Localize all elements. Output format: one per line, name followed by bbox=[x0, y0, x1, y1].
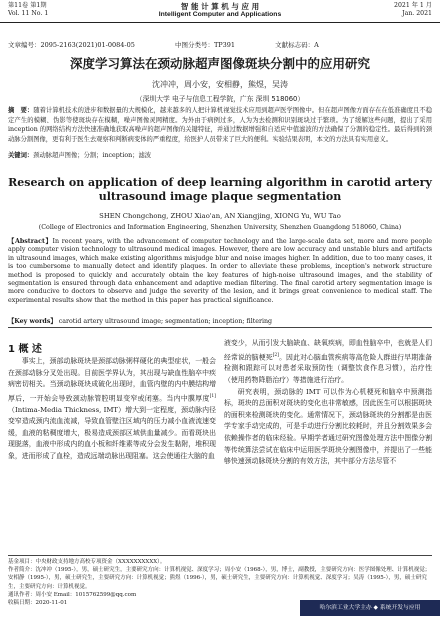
article-number: 文章编号：2095-2163(2021)01-0084-05 bbox=[8, 41, 135, 49]
date-en: Jan. 2021 bbox=[402, 10, 432, 17]
fund-note: 基金项目：中央财政支持地方高校专项资金（XXXXXXXXXX）。 bbox=[8, 559, 166, 565]
paragraph-text: 研究表明，颈动脉的 IMT 可以作为心机梗死和脑卒中预测指标，斑块的总面积对斑块的变化也非常敏感，因此医生可以根据斑块的面积来检测斑块的变化。通常情况下，颈动脉斑块的分割都是由医学专家手动完成的，可是手动进行分割比较耗时，并且分割效果多会依赖操作者的临床经验。早期学者通过研究图像处理方法中图像分割等传统算法尝试在临床中运用医学斑块分割图像中，并提出了一些能够快速颈动脉斑块分割的有效方法，其中部分方法尽管不 bbox=[224, 387, 432, 466]
keywords-en-text: carotid artery ultrasound image; segmentation; inception; filtering bbox=[58, 318, 273, 325]
affiliation-cn: （深圳大学 电子与信息工程学院，广东 深圳 518060） bbox=[135, 95, 305, 103]
page-header bbox=[0, 0, 440, 23]
abstract-cn bbox=[8, 106, 432, 144]
authors-cn: 沈冲冲，周小安，安相静，熊煜，吴涛 bbox=[152, 80, 288, 89]
journal-name-en: Intelligent Computer and Applications bbox=[158, 11, 282, 18]
article-meta bbox=[8, 40, 432, 49]
abstract-en-text: In recent years, with the advancement of computer technology and the large-scale data set, more and more people apply computer vision technology to ultrasound medical images. However, there are low accuracy and unstable blurs and artifacts in ultrasound images, which make existing algorithms misjudge blur and noise images higher. In addition, due to too many cases, it is too cumbersome to manually detect and identify plaques. In order to alleviate these problems, inception's network structure method is proposed to quickly and accurately obtain the key features of high-noise ultrasound images, and the stability of segmentation is ensured through data enhancement and adaptive median filtering. The final carotid artery segmentation image is more conducive to doctors to observe and judge the severity of the lesion, and it brings great convenience to medical staff. The experimental results show that the method in this paper has practical significance. bbox=[8, 238, 432, 304]
divider bbox=[8, 327, 432, 328]
title-cn: 深度学习算法在颈动脉超声图像斑块分割中的应用研究 bbox=[69, 56, 370, 71]
keywords-cn-text: 颈动脉超声图像；分割；inception；滤波 bbox=[33, 152, 152, 159]
body-column-right bbox=[224, 338, 432, 468]
keywords-cn-label: 关键词： bbox=[8, 152, 34, 159]
keywords-en-label: 【Key words】 bbox=[8, 318, 57, 325]
received-date: 收稿日期：2020-11-01 bbox=[8, 600, 68, 607]
abstract-cn-label: 摘 要： bbox=[8, 107, 34, 114]
clc-number: 中图分类号：TP391 bbox=[174, 41, 236, 49]
citation: [2] bbox=[272, 352, 280, 358]
abstract-en bbox=[8, 238, 432, 305]
keywords-en bbox=[8, 316, 432, 325]
title-en: Research on application of deep learning algorithm in carotid artery ultrasound image plaque segmentation bbox=[8, 176, 432, 203]
paragraph bbox=[8, 356, 216, 463]
doc-code: 文献标志码：A bbox=[275, 41, 319, 49]
paragraph-text: （Intima-Media Thickness, IMT）增大到一定程度，颈动脉内径变窄造成颈内流血流减，导致血管壁注区域内的压力减小血液流速变缓，血液的粘稠度增大，极易造成颈部区域供血量减少。而看斑块出现脱落，血液中形成内的血小板和纤维素等成分会发生黏附，堆积现象，进而形成了血栓，造成远端动脉出现阻塞。这会使通往大脑的血 bbox=[8, 405, 216, 461]
section-heading: 1 概 述 bbox=[8, 344, 42, 355]
corresponding-author: 通讯作者：周小安 Email：1015762599@qq.com bbox=[8, 591, 137, 598]
affiliation-en: (College of Electronics and Information Engineering, Shenzhen University, Shenzhen Guangdong 518060, China) bbox=[38, 224, 402, 231]
abstract-cn-text: 随着计算机技术的进步和数据量的大规模化，越来越多的人把计算机视觉技术应用到超声医学图像中。但在超声图像方面存在在低准确度且不稳定产生的模糊、伪影等使斑块存在模糊，噪声图像灵网精度。为外由于病例过多，人为为去检测和识别斑块过于繁琐。为了缓解这些问题，提出了采用 inception 的网络结构方法快速准确地获取高噪声的超声图像的关键特征，并通过数据增强和自适应中值滤波的方法确保了分割的稳定性。最后得到的颈动脉分割图像，更有利于医生去观察和判断病变体的严重程度，给医护人员带来了巨大的便利。实验结果表明，本文的方法具有实用意义。 bbox=[8, 107, 433, 143]
citation: [1] bbox=[209, 393, 216, 399]
paragraph bbox=[224, 338, 432, 387]
paragraph bbox=[224, 387, 432, 468]
paragraph-text: 液变少，从而引发大脑缺血、缺氧疾病，即血性脑卒中，也就是人们经常说的脑梗死 bbox=[224, 339, 432, 361]
paragraph-text: 事实上，颈部动脉斑块是颈部动脉粥样硬化的典型症状，一般会在颈部动脉分叉处出现。目前医学界认为，其出现与缺血性脑卒中疾病密切相关。当颈动脉斑块成破化出现时，血管内壁的内中膜结构增厚后，一开始会导致颈动脉管腔明显变窄或闭塞。当内中膜厚度 bbox=[8, 357, 216, 403]
author-bio: 作者简介：沈冲冲（1995-），男，硕士研究生，主要研究方向：计算机视觉、深度学习；周小安（1968-），男，博士，副教授，主要研究方向：医学图像处理、计算机视觉；安相静（1995-），男，硕士研究生，主要研究方向：计算机视觉；熊煜（1996-），男，硕士研究生，主要研究方向：计算机视觉、深度学习；吴涛（1995-），男，硕士研究生，主要研究方向：计算机视觉。 bbox=[8, 567, 431, 590]
abstract-en-label: 【Abstract】 bbox=[8, 238, 53, 245]
authors-en: SHEN Chongchong, ZHOU Xiao'an, AN Xiangjing, XIONG Yu, WU Tao bbox=[99, 212, 341, 220]
body-column-left bbox=[8, 356, 216, 463]
journal-name-cn: 智 能 计 算 机 与 应 用 bbox=[180, 2, 260, 11]
date-cn: 2021 年 1 月 bbox=[394, 2, 432, 9]
header-date bbox=[394, 2, 432, 18]
volume-cn: 第11卷 第1期 bbox=[8, 2, 47, 9]
volume-en: Vol. 11 No. 1 bbox=[8, 10, 49, 17]
footer-bar: 哈尔滨工业大学主办 ◆ 系统开发与应用 bbox=[300, 600, 440, 616]
keywords-cn bbox=[8, 150, 432, 159]
paragraph-text: 。因此对心脑血管疾病等高危险人群进行早期准备检测和跟踪可以对患者采取预防性（调整饮食作息习惯），治疗性（使用药物降脂治疗）等措施进行治疗。 bbox=[224, 352, 433, 385]
